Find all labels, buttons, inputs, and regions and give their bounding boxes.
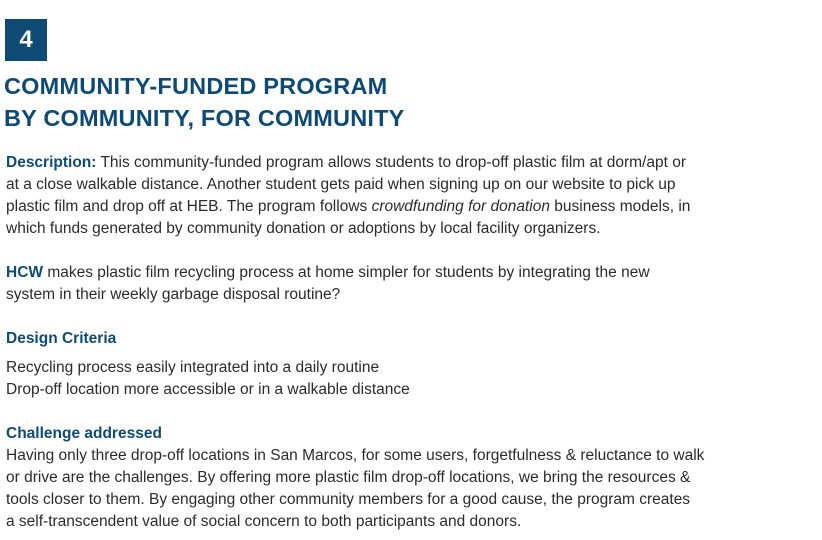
emphasis-text: crowdfunding for donation xyxy=(371,198,550,215)
hcw-line-2: system in their weekly garbage disposal routine? xyxy=(6,286,341,303)
section-number-badge: 4 xyxy=(5,19,47,61)
challenge-heading: Challenge addressed xyxy=(6,425,162,442)
description-line-2: at a close walkable distance. Another student gets paid when signing up on our website to pick up xyxy=(6,176,676,193)
challenge-paragraph xyxy=(6,445,820,533)
criteria-item: Drop-off location more accessible or in a walkable distance xyxy=(6,381,410,398)
page-title xyxy=(4,70,405,134)
challenge-line-4: a self-transcendent value of social concern to both participants and donors. xyxy=(6,513,522,530)
title-line-1: COMMUNITY-FUNDED PROGRAM xyxy=(4,73,388,99)
description-line-3: plastic film and drop off at HEB. The program follows crowdfunding for donation business models, in xyxy=(6,198,691,215)
design-criteria-list xyxy=(6,357,820,401)
description-paragraph xyxy=(6,152,820,240)
hcw-label: HCW xyxy=(6,264,44,281)
challenge-line-2: or drive are the challenges. By offering more plastic film drop-off locations, we bring the resources & xyxy=(6,469,691,486)
title-line-2: BY COMMUNITY, FOR COMMUNITY xyxy=(4,105,405,131)
challenge-line-1: Having only three drop-off locations in San Marcos, for some users, forgetfulness & reluctance to walk xyxy=(6,447,705,464)
description-label: Description: xyxy=(6,154,97,171)
design-criteria-heading: Design Criteria xyxy=(6,330,117,347)
hcw-line-1: HCW makes plastic film recycling process at home simpler for students by integrating the new xyxy=(6,264,650,281)
criteria-item: Recycling process easily integrated into a daily routine xyxy=(6,359,380,376)
description-line-1: Description: This community-funded program allows students to drop-off plastic film at dorm/apt or xyxy=(6,154,686,171)
hcw-paragraph xyxy=(6,262,820,306)
description-line-4: which funds generated by community donation or adoptions by local facility organizers. xyxy=(6,220,601,237)
challenge-line-3: tools closer to them. By engaging other community members for a good cause, the program creates xyxy=(6,491,691,508)
